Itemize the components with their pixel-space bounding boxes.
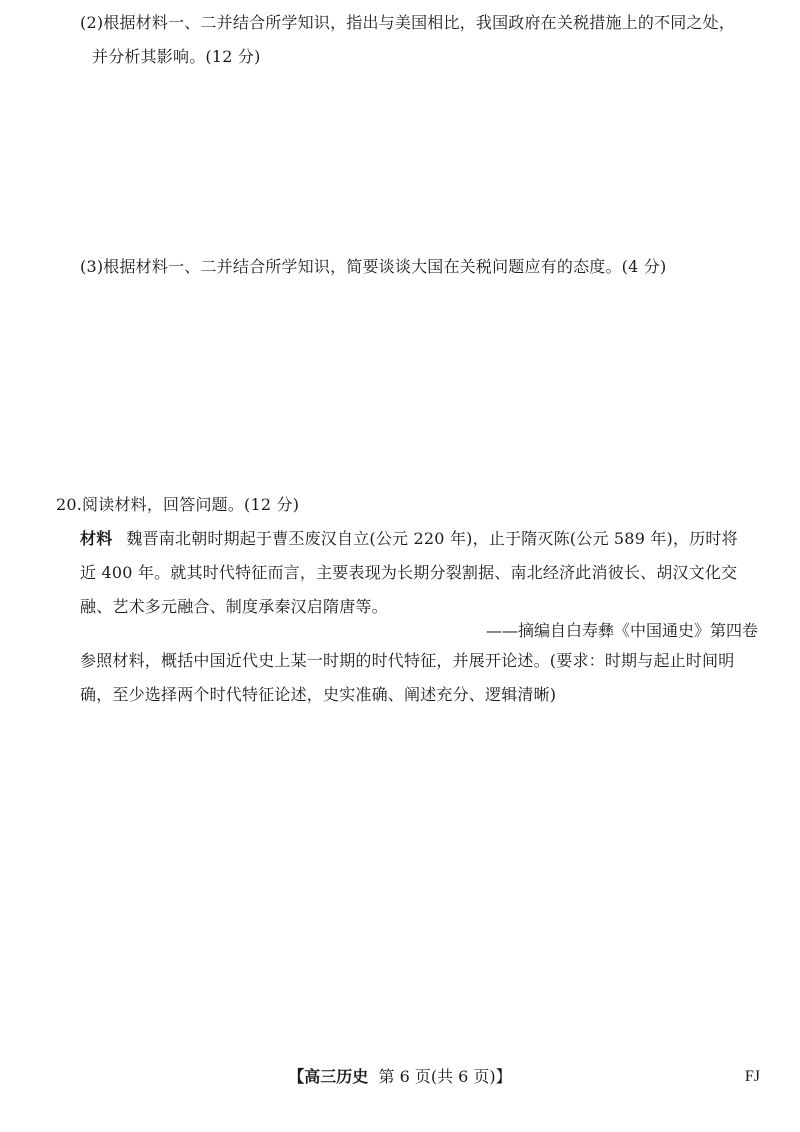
q3-line1: (3)根据材料一、二并结合所学知识，简要谈谈大国在关税问题应有的态度。(4 分) [80,257,667,276]
q20-material-line1 [80,528,738,550]
footer-page-info: 第 6 页(共 6 页)】 [378,1067,512,1086]
footer-subject: 【高三历史 [288,1067,369,1086]
q20-heading: 20.阅读材料，回答问题。(12 分) [56,495,300,514]
material-text-1: 魏晋南北朝时期起于曹丕废汉自立(公元 220 年)，止于隋灭陈(公元 589 年)，历时将 [126,529,738,548]
material-label: 材料 [80,529,113,548]
q20-material-line3: 融、艺术多元融合、制度承秦汉启隋唐等。 [80,597,388,616]
q20-prompt-line1: 参照材料，概括中国近代史上某一时期的时代特征，并展开论述。(要求：时期与起止时间明 [80,651,735,670]
q20-material-line2: 近 400 年。就其时代特征而言，主要表现为长期分裂割据、南北经济此消彼长、胡汉文化交 [80,563,738,582]
q2-line2: 并分析其影响。(12 分) [92,47,261,66]
footer-code: FJ [744,1068,760,1085]
q2-line1: (2)根据材料一、二并结合所学知识，指出与美国相比，我国政府在关税措施上的不同之处， [80,13,736,32]
q20-prompt-line2: 确，至少选择两个时代特征论述，史实准确、阐述充分、逻辑清晰) [80,685,557,704]
page-footer [0,1066,800,1088]
q20-source: ——摘编自白寿彝《中国通史》第四卷 [485,621,758,640]
